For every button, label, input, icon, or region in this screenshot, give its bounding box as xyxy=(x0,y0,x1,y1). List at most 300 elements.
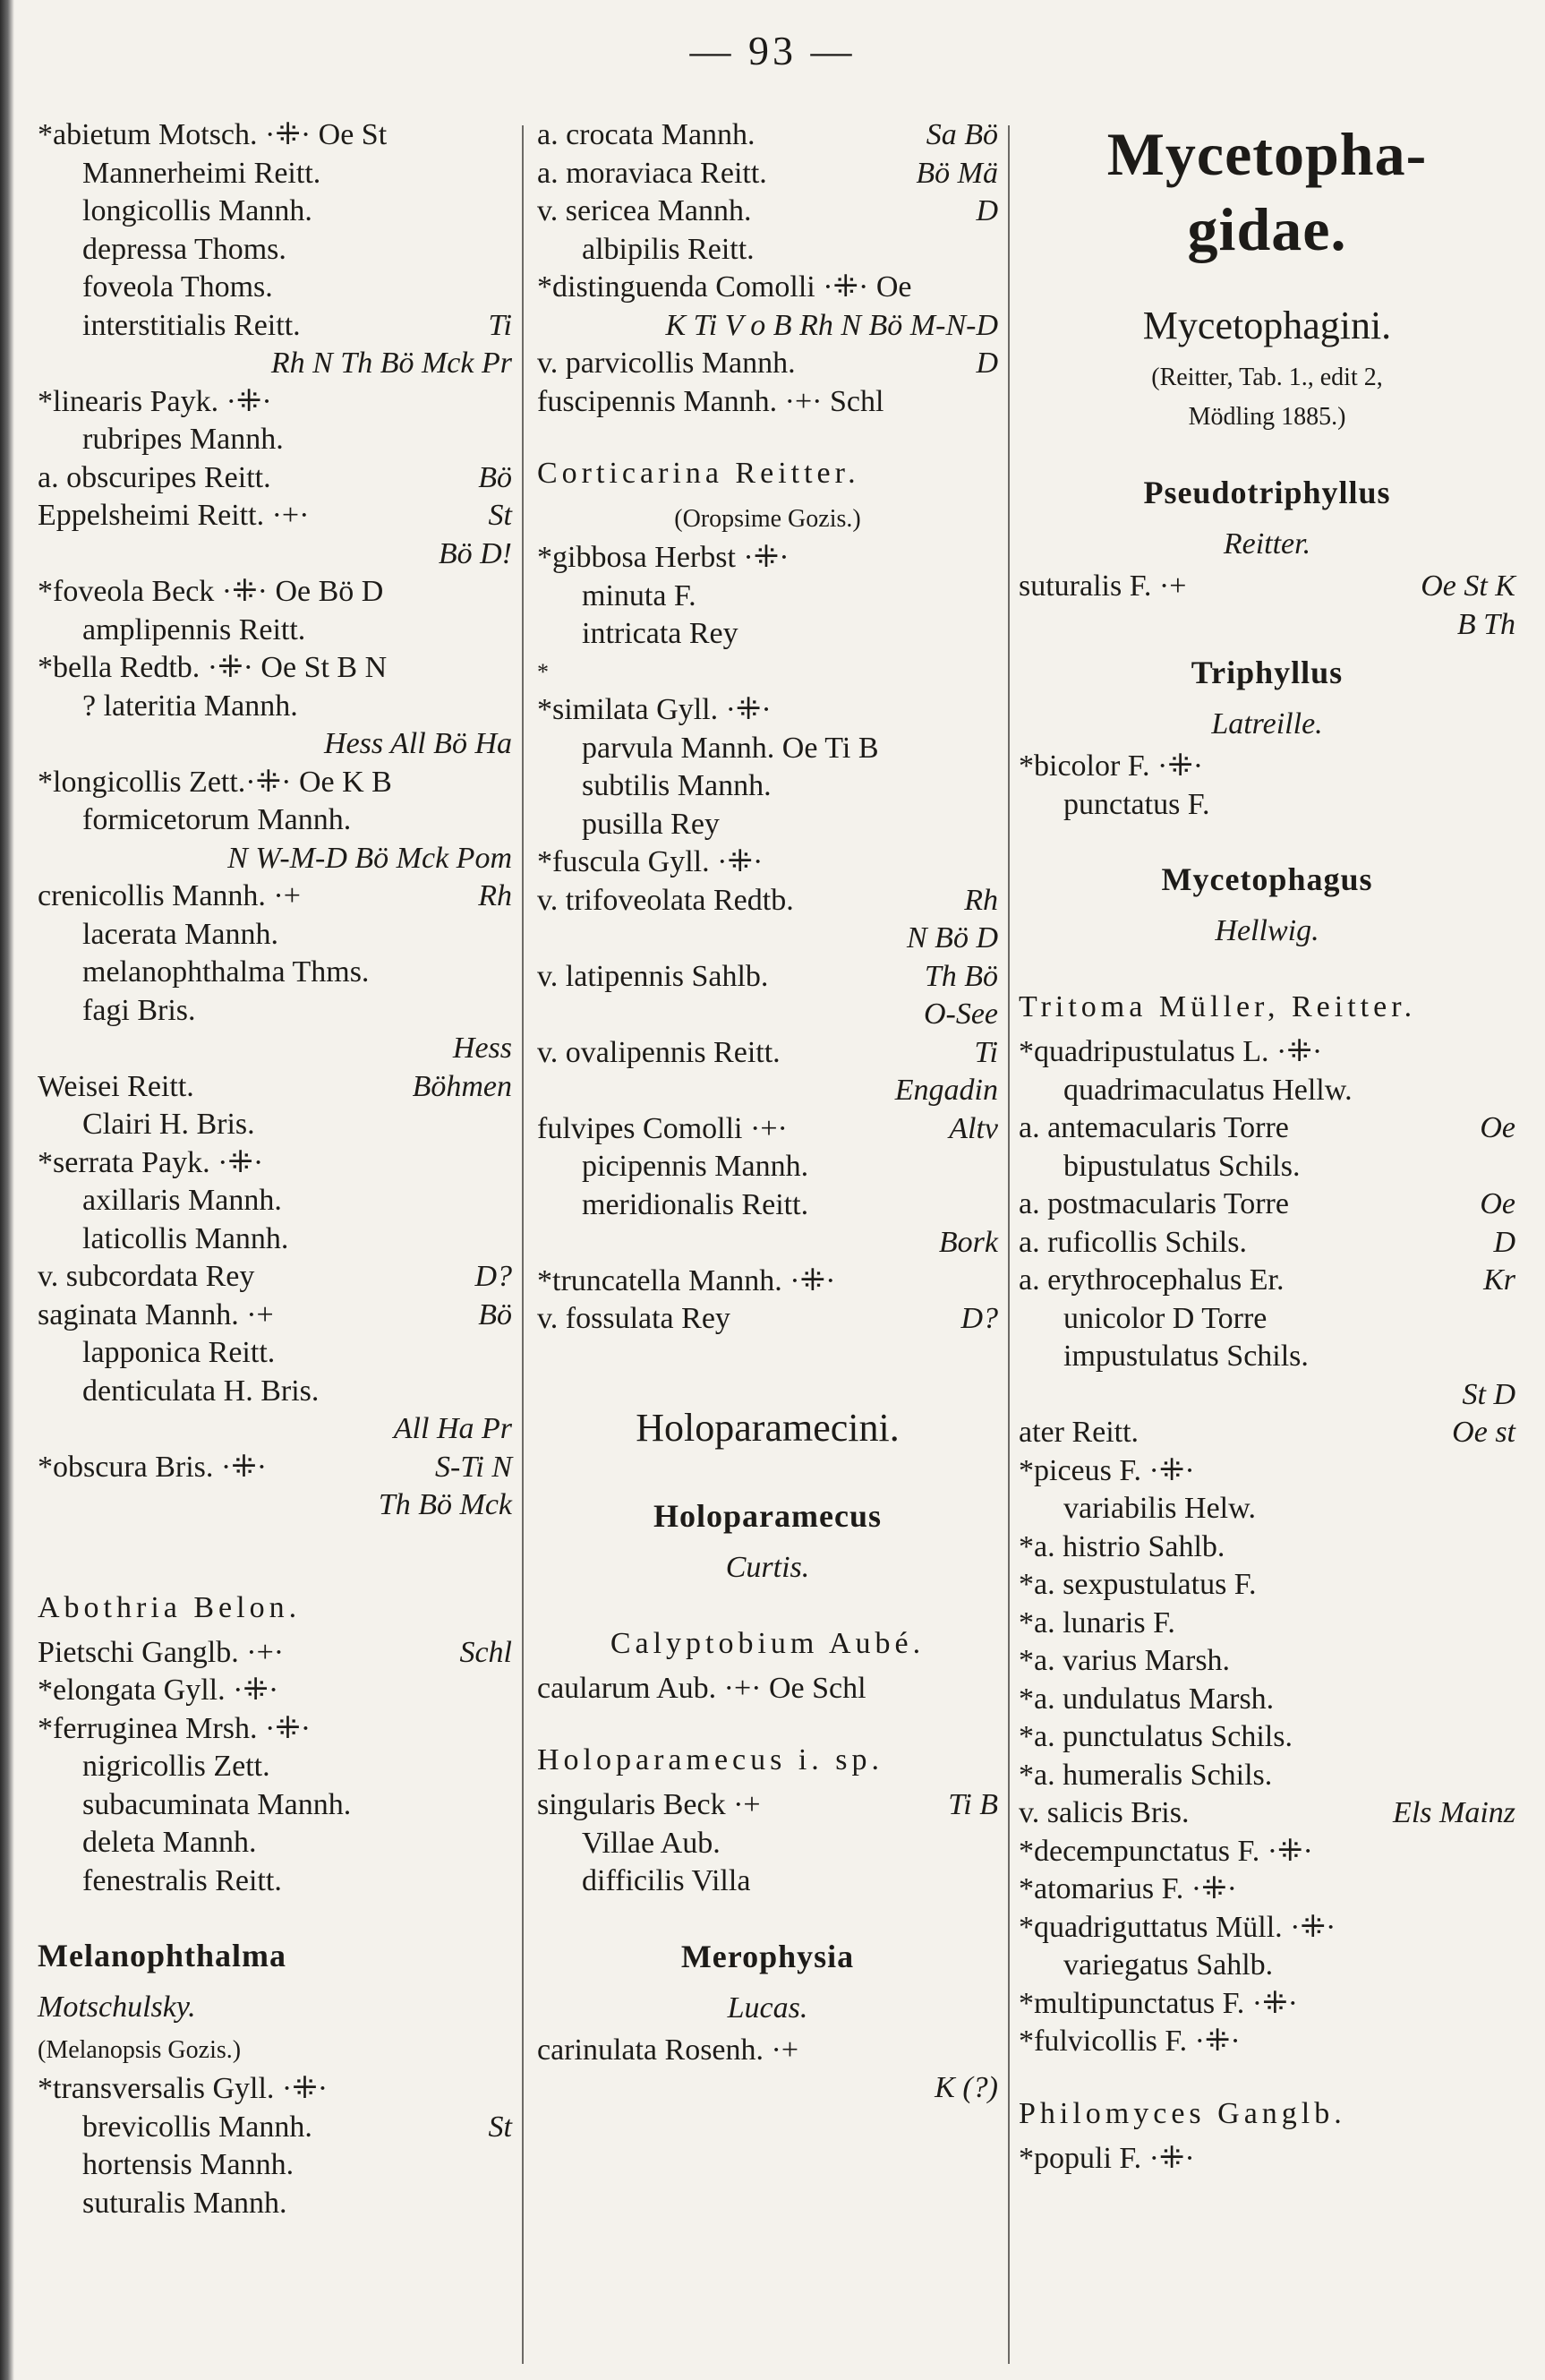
species-entry xyxy=(38,1449,512,1487)
entry-text: *ferruginea Mrsh. ·⁜· xyxy=(38,1711,312,1745)
column-1 xyxy=(38,116,512,2222)
distribution-line xyxy=(537,2069,998,2108)
entry-text: *a. varius Marsh. xyxy=(1019,1644,1231,1677)
entry-text: pusilla Rey xyxy=(582,807,720,841)
locality-text: Bö xyxy=(478,1297,512,1331)
distribution-line xyxy=(38,345,512,383)
species-entry xyxy=(537,882,998,920)
author-line xyxy=(537,1985,998,2032)
author-line xyxy=(1019,908,1515,955)
locality-text: Ti xyxy=(488,308,512,342)
distribution-line xyxy=(38,1030,512,1068)
species-entry xyxy=(537,1110,998,1149)
species-entry xyxy=(1019,2140,1515,2179)
entry-text: amplipennis Reitt. xyxy=(82,612,306,646)
species-entry xyxy=(1019,1794,1515,1833)
tribe-heading xyxy=(537,1396,998,1460)
entry-text: fenestralis Reitt. xyxy=(82,1863,282,1897)
synonym-entry xyxy=(537,231,998,270)
family-heading xyxy=(1019,116,1515,192)
entry-text: *multipunctatus F. ·⁜· xyxy=(1019,1986,1298,2020)
spacer xyxy=(537,1901,998,1928)
genus-heading xyxy=(1019,464,1515,521)
page-number: — 93 — xyxy=(689,28,856,73)
species-entry xyxy=(1019,1681,1515,1719)
entry-text: formicetorum Mannh. xyxy=(82,803,352,836)
locality-text: St xyxy=(488,499,512,532)
entry-text: a. moraviaca Reitt. xyxy=(537,156,767,190)
synonym-entry xyxy=(38,1373,512,1411)
entry-text: *elongata Gyll. ·⁜· xyxy=(38,1674,279,1707)
species-entry xyxy=(1019,1566,1515,1605)
column-rule-right xyxy=(1008,125,1010,2364)
subgenus-heading xyxy=(537,448,998,500)
entry-text: depressa Thoms. xyxy=(82,232,286,266)
entry-text: denticulata H. Bris. xyxy=(82,1374,320,1408)
species-entry xyxy=(1019,1224,1515,1263)
entry-text: fagi Bris. xyxy=(82,993,196,1027)
spacer xyxy=(1019,437,1515,464)
synonym-entry xyxy=(38,688,512,726)
family-heading xyxy=(1019,192,1515,267)
locality-text: B Th xyxy=(1456,607,1515,641)
entry-text: a. obscuripes Reitt. xyxy=(38,460,271,494)
entry-text: interstitialis Reitt. xyxy=(82,308,301,342)
column-rule-left xyxy=(522,125,524,2364)
tribe-heading xyxy=(1019,294,1515,358)
entry-text: *a. undulatus Marsh. xyxy=(1019,1682,1275,1716)
entry-text: fuscipennis Mannh. ·+· Schl xyxy=(537,384,884,418)
distribution-line xyxy=(38,725,512,764)
species-entry xyxy=(537,269,998,307)
entry-text: Weisei Reitt. xyxy=(38,1069,194,1103)
entry-text: singularis Beck ·+ xyxy=(537,1788,761,1821)
synonym-entry xyxy=(537,1862,998,1901)
entry-text: Mycetopha- xyxy=(1106,120,1428,188)
subgenus-heading xyxy=(38,1582,512,1634)
author-line xyxy=(537,1545,998,1591)
synonym-entry xyxy=(1019,1148,1515,1186)
entry-text: Calyptobium Aubé. xyxy=(610,1626,926,1660)
species-entry xyxy=(537,155,998,193)
entry-text: suturalis F. ·+ xyxy=(1019,569,1187,603)
entry-text: a. postmacularis Torre xyxy=(1019,1187,1289,1220)
locality-text: Ti B xyxy=(948,1788,998,1821)
entry-text: Reitter. xyxy=(1223,527,1311,561)
species-entry xyxy=(537,958,998,997)
synonym-entry xyxy=(537,578,998,616)
entry-text: fulvipes Comolli ·+· xyxy=(537,1111,788,1145)
entry-text: *quadripustulatus L. ·⁜· xyxy=(1019,1035,1323,1068)
locality-text: Ti xyxy=(974,1035,998,1069)
species-entry xyxy=(38,764,512,802)
synonym-entry xyxy=(537,615,998,654)
synonym-entry xyxy=(38,1748,512,1786)
entry-text: Holoparamecus xyxy=(653,1497,882,1534)
species-entry xyxy=(537,2032,998,2070)
entry-text: *a. humeralis Schils. xyxy=(1019,1758,1273,1792)
entry-text: subtilis Mannh. xyxy=(582,769,772,802)
species-entry xyxy=(1019,1414,1515,1452)
species-entry xyxy=(1019,1833,1515,1871)
entry-text: *distinguenda Comolli ·⁜· Oe xyxy=(537,270,912,304)
entry-text: ater Reitt. xyxy=(1019,1416,1140,1449)
species-entry xyxy=(1019,1186,1515,1224)
locality-text: Schl xyxy=(459,1635,512,1669)
distribution-line xyxy=(38,1410,512,1449)
entry-text: Pietschi Ganglb. ·+· xyxy=(38,1635,285,1669)
distribution-line xyxy=(38,840,512,878)
entry-text: v. trifoveolata Redtb. xyxy=(537,883,794,917)
species-entry xyxy=(537,1300,998,1339)
entry-text: Hellwig. xyxy=(1215,914,1319,947)
species-entry xyxy=(537,1786,998,1825)
locality-text: All Ha Pr xyxy=(393,1412,512,1445)
entry-text: Lucas. xyxy=(727,1990,808,2025)
spacer xyxy=(1019,2061,1515,2088)
entry-text: Mycetophagus xyxy=(1161,861,1373,897)
entry-text: Pseudotriphyllus xyxy=(1143,475,1391,510)
distribution-line xyxy=(1019,1376,1515,1415)
entry-text: *populi F. ·⁜· xyxy=(1019,2141,1195,2175)
species-entry xyxy=(1019,1871,1515,1909)
species-entry xyxy=(1019,748,1515,786)
species-entry xyxy=(38,1144,512,1183)
synonym-entry xyxy=(38,992,512,1031)
genus-heading xyxy=(38,1927,512,1984)
species-entry xyxy=(1019,1605,1515,1643)
entry-text: intricata Rey xyxy=(582,617,738,650)
synonym-entry xyxy=(1019,1300,1515,1339)
locality-text: St D xyxy=(1462,1377,1515,1411)
entry-text: *bicolor F. ·⁜· xyxy=(1019,749,1204,783)
entry-text: *decempunctatus F. ·⁜· xyxy=(1019,1834,1313,1868)
spacer xyxy=(38,1900,512,1927)
species-entry xyxy=(537,1034,998,1073)
synonym-entry xyxy=(38,269,512,307)
synonym-entry xyxy=(537,767,998,806)
species-entry xyxy=(1019,1985,1515,2024)
entry-text: suturalis Mannh. xyxy=(82,2186,287,2220)
entry-text: laticollis Mannh. xyxy=(82,1221,289,1255)
species-entry xyxy=(38,459,512,498)
locality-text: K (?) xyxy=(935,2071,998,2104)
locality-text: D xyxy=(1493,1225,1515,1259)
spacer xyxy=(1019,955,1515,981)
locality-text: D? xyxy=(474,1260,512,1293)
column-2 xyxy=(537,116,998,2108)
locality-text: Oe St K xyxy=(1421,569,1515,603)
locality-text: N Bö D xyxy=(907,921,998,955)
entry-text: Holoparamecus i. sp. xyxy=(537,1743,884,1776)
synonym-entry xyxy=(1019,786,1515,825)
locality-text: Th Bö Mck xyxy=(378,1488,512,1521)
species-entry xyxy=(38,1258,512,1297)
locality-text: Böhmen xyxy=(412,1069,512,1103)
locality-text: Els Mainz xyxy=(1393,1796,1515,1829)
species-entry xyxy=(537,691,998,730)
entry-text: Holoparamecini. xyxy=(636,1405,900,1450)
entry-text: v. salicis Bris. xyxy=(1019,1796,1190,1829)
synonym-entry xyxy=(38,193,512,231)
locality-text: Kr xyxy=(1483,1263,1515,1297)
locality-text: Engadin xyxy=(894,1074,998,1107)
subgenus-heading xyxy=(1019,981,1515,1033)
entry-text: v. fossulata Rey xyxy=(537,1302,730,1335)
species-entry xyxy=(38,116,512,155)
synonym-entry xyxy=(38,1862,512,1901)
locality-text: Oe xyxy=(1480,1111,1515,1144)
entry-text: a. erythrocephalus Er. xyxy=(1019,1263,1285,1297)
entry-text: v. subcordata Rey xyxy=(38,1260,255,1293)
locality-text: Rh N Th Bö Mck Pr xyxy=(270,347,512,380)
author-line xyxy=(1019,521,1515,568)
entry-text: Philomyces Ganglb. xyxy=(1019,2096,1346,2130)
species-entry xyxy=(1019,1262,1515,1300)
synonym-entry xyxy=(38,1182,512,1220)
entry-text: Latreille. xyxy=(1211,707,1323,741)
locality-text: S-Ti N xyxy=(435,1450,512,1484)
synonym-entry xyxy=(38,954,512,992)
entry-text: variegatus Sahlb. xyxy=(1063,1948,1274,1982)
species-entry xyxy=(537,539,998,578)
species-entry xyxy=(1019,1642,1515,1681)
synonym-entry xyxy=(537,730,998,768)
entry-text: difficilis Villa xyxy=(582,1864,751,1897)
entry-text: nigricollis Zett. xyxy=(82,1750,270,1783)
entry-text: minuta F. xyxy=(582,578,696,612)
entry-text: *quadriguttatus Müll. ·⁜· xyxy=(1019,1910,1336,1944)
synonym-entry xyxy=(1019,1338,1515,1376)
locality-text: Rh xyxy=(964,883,998,917)
locality-text: Rh xyxy=(478,879,512,912)
synonym-entry xyxy=(38,307,512,346)
entry-text: lapponica Reitt. xyxy=(82,1336,276,1369)
genus-heading xyxy=(1019,851,1515,908)
column-3 xyxy=(1019,116,1515,2178)
species-entry xyxy=(537,345,998,383)
page-spine-shadow xyxy=(0,0,14,2380)
entry-text: v. sericea Mannh. xyxy=(537,194,752,227)
synonym-entry xyxy=(38,1106,512,1144)
entry-text: axillaris Mannh. xyxy=(82,1184,282,1217)
genus-heading xyxy=(1019,644,1515,701)
species-entry xyxy=(1019,1033,1515,1072)
entry-text: *piceus F. ·⁜· xyxy=(1019,1453,1195,1487)
subgenus-heading xyxy=(1019,2088,1515,2140)
species-entry xyxy=(1019,2023,1515,2061)
entry-text: brevicollis Mannh. xyxy=(82,2110,312,2144)
locality-text: D? xyxy=(960,1302,998,1335)
locality-text: Bö xyxy=(478,460,512,494)
entry-text: Melanophthalma xyxy=(38,1938,287,1973)
entry-text: (Oropsime Gozis.) xyxy=(674,505,861,533)
locality-text: D xyxy=(976,194,998,227)
author-line xyxy=(1019,701,1515,748)
entry-text: caularum Aub. ·+· Oe Schl xyxy=(537,1671,866,1705)
species-entry xyxy=(38,1672,512,1710)
entry-text: Abothria Belon. xyxy=(38,1590,302,1624)
entry-text: crenicollis Mannh. ·+ xyxy=(38,879,301,912)
locality-text: Th Bö xyxy=(924,959,998,993)
entry-text: *a. punctulatus Schils. xyxy=(1019,1720,1293,1753)
entry-text: deleta Mannh. xyxy=(82,1826,257,1859)
entry-text: *bella Redtb. ·⁜· Oe St B N xyxy=(38,651,388,684)
synonym-entry xyxy=(38,2109,512,2147)
entry-text: ? lateritia Mannh. xyxy=(82,689,298,723)
species-entry xyxy=(38,497,512,535)
entry-text: Triphyllus xyxy=(1191,655,1344,690)
entry-text: (Reitter, Tab. 1., edit 2, xyxy=(1151,364,1383,391)
entry-text: Mödling 1885.) xyxy=(1188,403,1346,431)
distribution-line xyxy=(537,996,998,1034)
synonym-entry xyxy=(38,231,512,270)
locality-text: N W-M-D Bö Mck Pom xyxy=(227,841,512,875)
note-line xyxy=(537,500,998,539)
species-entry xyxy=(1019,1452,1515,1491)
synonym-entry xyxy=(38,1786,512,1825)
subgenus-heading xyxy=(537,1618,998,1670)
entry-text: variabilis Helw. xyxy=(1063,1492,1256,1525)
entry-text: parvula Mannh. Oe Ti B xyxy=(582,731,879,765)
locality-text: St xyxy=(488,2110,512,2144)
spacer xyxy=(537,1339,998,1396)
entry-text: *serrata Payk. ·⁜· xyxy=(38,1145,264,1179)
species-entry xyxy=(38,1710,512,1749)
author-line xyxy=(38,1984,512,2031)
entry-text: albipilis Reitt. xyxy=(582,232,755,266)
subgenus-heading xyxy=(537,1734,998,1786)
synonym-entry xyxy=(38,2146,512,2185)
entry-text: a. antemacularis Torre xyxy=(1019,1111,1289,1144)
entry-text: Curtis. xyxy=(725,1550,810,1584)
spacer xyxy=(537,421,998,448)
entry-text: Motschulsky. xyxy=(38,1990,196,2024)
entry-text: v. latipennis Sahlb. xyxy=(537,959,769,993)
locality-text: Bork xyxy=(938,1226,998,1259)
entry-text: *longicollis Zett.·⁜· Oe K B xyxy=(38,765,392,799)
entry-text: Mycetophagini. xyxy=(1142,304,1392,347)
distribution-line xyxy=(38,1486,512,1525)
note-line xyxy=(1019,358,1515,398)
separator-mark xyxy=(537,654,998,692)
genus-heading xyxy=(537,1928,998,1985)
synonym-entry xyxy=(38,2185,512,2223)
entry-text: *similata Gyll. ·⁜· xyxy=(537,693,772,726)
species-entry xyxy=(38,649,512,688)
species-entry xyxy=(38,573,512,612)
entry-text: *a. sexpustulatus F. xyxy=(1019,1568,1257,1601)
spacer xyxy=(38,1525,512,1582)
synonym-entry xyxy=(537,1148,998,1186)
spacer xyxy=(1019,267,1515,294)
synonym-entry xyxy=(38,801,512,840)
distribution-line xyxy=(537,920,998,958)
species-entry xyxy=(38,1297,512,1335)
species-entry xyxy=(537,1670,998,1708)
entry-text: *a. lunaris F. xyxy=(1019,1605,1175,1639)
entry-text: a. crocata Mannh. xyxy=(537,118,755,151)
locality-text: Altv xyxy=(949,1111,998,1145)
entry-text: v. parvicollis Mannh. xyxy=(537,347,796,380)
entry-text: Eppelsheimi Reitt. ·+· xyxy=(38,499,310,532)
species-entry xyxy=(1019,1109,1515,1148)
synonym-entry xyxy=(38,612,512,650)
entry-text: gidae. xyxy=(1187,195,1347,263)
entry-text: impustulatus Schils. xyxy=(1063,1340,1309,1373)
entry-text: melanophthalma Thms. xyxy=(82,955,370,989)
locality-text: Oe xyxy=(1480,1187,1515,1220)
synonym-entry xyxy=(537,1825,998,1863)
entry-text: *truncatella Mannh. ·⁜· xyxy=(537,1263,836,1297)
genus-heading xyxy=(537,1487,998,1545)
species-entry xyxy=(38,383,512,422)
distribution-line xyxy=(537,1072,998,1110)
species-entry xyxy=(38,878,512,916)
synonym-entry xyxy=(537,806,998,844)
entry-text: *gibbosa Herbst ·⁜· xyxy=(537,541,790,574)
entry-text: hortensis Mannh. xyxy=(82,2148,294,2181)
entry-text: *abietum Motsch. ·⁜· Oe St xyxy=(38,118,388,151)
entry-text: * xyxy=(537,658,549,685)
species-entry xyxy=(537,116,998,155)
locality-text: Hess All Bö Ha xyxy=(324,727,512,760)
locality-text: O-See xyxy=(923,997,998,1031)
distribution-line xyxy=(537,307,998,346)
entry-text: *transversalis Gyll. ·⁜· xyxy=(38,2072,329,2105)
distribution-line xyxy=(38,535,512,574)
species-entry xyxy=(537,1263,998,1301)
locality-text: K Ti V o B Rh N Bö M-N-D xyxy=(665,308,998,342)
species-entry xyxy=(38,1068,512,1107)
entry-text: (Melanopsis Gozis.) xyxy=(38,2036,242,2064)
entry-text: rubripes Mannh. xyxy=(82,423,284,456)
entry-text: picipennis Mannh. xyxy=(582,1150,809,1183)
distribution-line xyxy=(537,1224,998,1263)
synonym-entry xyxy=(38,1824,512,1862)
entry-text: foveola Thoms. xyxy=(82,270,273,304)
synonym-entry xyxy=(537,1186,998,1225)
entry-text: *foveola Beck ·⁜· Oe Bö D xyxy=(38,575,384,608)
entry-text: Corticarina Reitter. xyxy=(537,457,860,490)
entry-text: *obscura Bris. ·⁜· xyxy=(38,1450,268,1484)
synonym-entry xyxy=(38,1334,512,1373)
entry-text: Clairi H. Bris. xyxy=(82,1108,255,1141)
entry-text: lacerata Mannh. xyxy=(82,917,278,951)
locality-text: Hess xyxy=(452,1032,512,1065)
species-entry xyxy=(1019,568,1515,606)
locality-text: Oe st xyxy=(1452,1416,1515,1449)
spacer xyxy=(537,1708,998,1734)
locality-text: D xyxy=(976,347,998,380)
entry-text: longicollis Mannh. xyxy=(82,194,312,227)
entry-text: carinulata Rosenh. ·+ xyxy=(537,2033,799,2067)
entry-text: *atomarius F. ·⁜· xyxy=(1019,1872,1237,1905)
species-entry xyxy=(38,2070,512,2109)
spacer xyxy=(537,1460,998,1487)
synonym-entry xyxy=(38,916,512,955)
synonym-entry xyxy=(1019,1072,1515,1110)
entry-text: *a. histrio Sahlb. xyxy=(1019,1529,1225,1563)
species-entry xyxy=(1019,1528,1515,1567)
species-entry xyxy=(1019,1718,1515,1757)
entry-text: bipustulatus Schils. xyxy=(1063,1149,1301,1183)
species-entry xyxy=(537,383,998,422)
locality-text: Bö Mä xyxy=(916,156,998,190)
entry-text: unicolor D Torre xyxy=(1063,1301,1268,1335)
entry-text: v. ovalipennis Reitt. xyxy=(537,1035,781,1069)
species-entry xyxy=(1019,1909,1515,1948)
